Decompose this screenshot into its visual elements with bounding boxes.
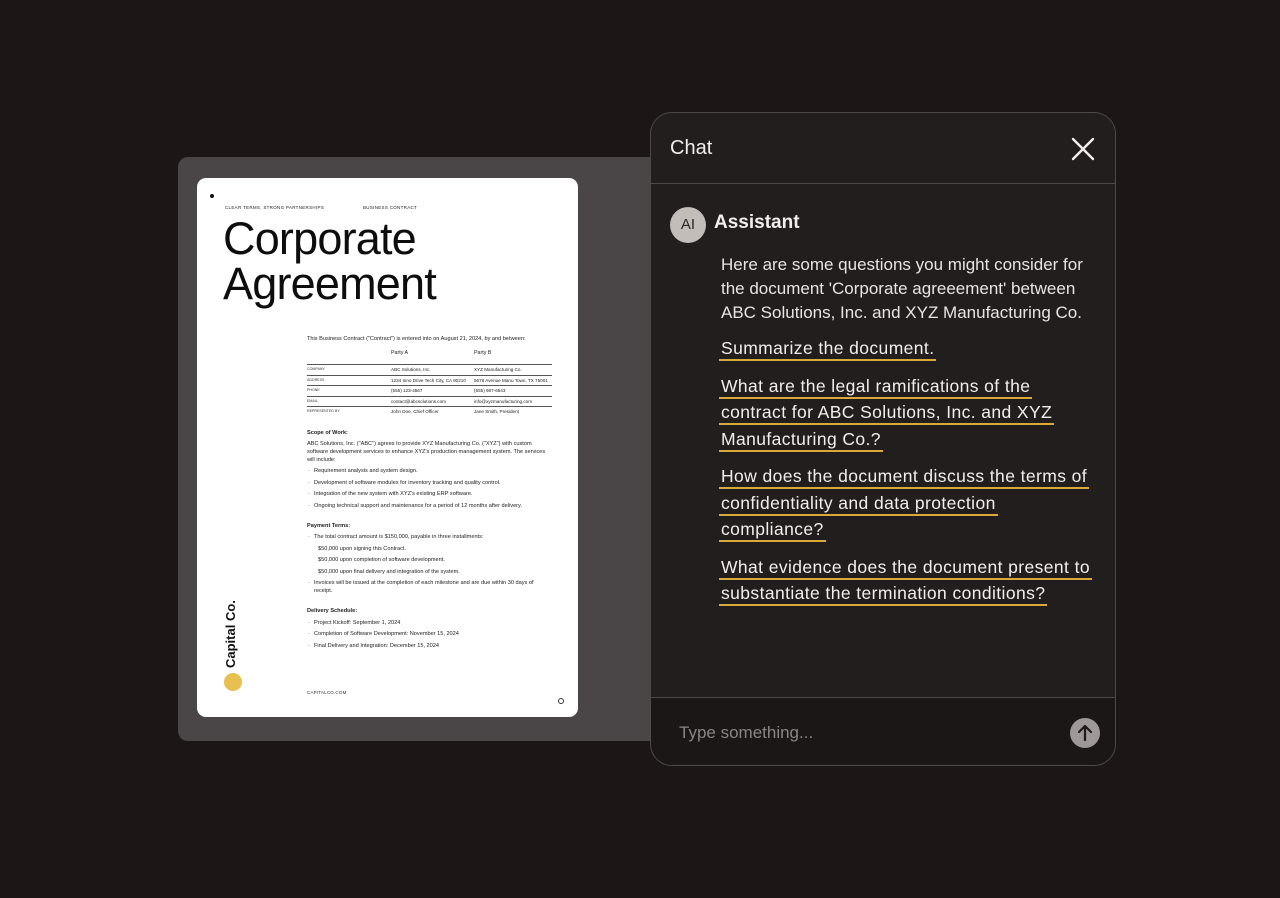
sender-name: Assistant (714, 212, 800, 233)
chat-title: Chat (670, 137, 713, 159)
document-title (223, 213, 436, 309)
payment-invoice: · Invoices will be issued at the completion of each milestone and are due within 30 days of receipt. (307, 579, 552, 595)
party-a-value: ABC Solutions, Inc. (391, 365, 474, 376)
assistant-message: Here are some questions you might consider for the document 'Corporate agreeement' between ABC Solutions, Inc. and XYZ Manufacturing Co. (721, 255, 1083, 322)
table-row (307, 365, 552, 376)
list-item: $50,000 upon signing this Contract. (318, 545, 407, 552)
suggestion-termination[interactable] (719, 554, 1099, 607)
message-area (651, 185, 1115, 697)
delivery-heading: Delivery Schedule: (307, 608, 358, 614)
suggestion-summarize[interactable] (719, 335, 1099, 362)
party-b-header: Party B (474, 350, 492, 356)
suggestion-text: What evidence does the document present to substantiate the termination conditions? (719, 557, 1092, 607)
send-button[interactable] (1070, 718, 1100, 748)
page-ring (558, 698, 564, 704)
row-key: COMPANY (307, 365, 391, 376)
row-key: ADDRESS (307, 375, 391, 386)
eyebrow-left: CLEAR TERMS, STRONG PARTNERSHIPS (225, 205, 325, 210)
list-item: · Integration of the new system with XYZ's existing ERP software. (307, 490, 552, 498)
chat-header (651, 113, 1115, 184)
party-b-value: 5678 Avenue Manu Town, TX 75001 (474, 375, 552, 386)
page-dot (210, 194, 214, 198)
party-b-value: (555) 987-6543 (474, 386, 552, 397)
suggestion-list (719, 335, 1099, 618)
suggestion-text: Summarize the document. (719, 338, 936, 361)
title-line-2: Agreement (223, 258, 436, 309)
chat-panel (650, 112, 1116, 766)
suggestion-text: How does the document discuss the terms of confidentiality and data protection compliance? (719, 466, 1089, 542)
party-b-value: Jane Smith, President (474, 407, 552, 417)
row-key: REPRESENTED BY (307, 407, 391, 417)
list-item: · Final Delivery and Integration: December 15, 2024 (307, 642, 552, 650)
table-row (307, 386, 552, 397)
party-b-value: info@xyzmanufacturing.com (474, 396, 552, 407)
arrow-up-icon (1070, 718, 1100, 748)
table-row (307, 407, 552, 417)
scope-text: ABC Solutions, Inc. ("ABC") agrees to provide XYZ Manufacturing Co. ("XYZ") with custom software development services to enhance XYZ's production management system. The services will include: (307, 440, 546, 463)
eyebrow-right: BUSINESS CONTRACT (363, 205, 418, 210)
suggestion-text: What are the legal ramifications of the contract for ABC Solutions, Inc. and XYZ Manufacturing Co.? (719, 376, 1054, 452)
intro-text: This Business Contract ("Contract") is entered into on August 21, 2024, by and between: (307, 336, 526, 342)
list-item: · Requirement analysis and system design. (307, 467, 552, 475)
input-bar (651, 697, 1115, 766)
close-icon[interactable] (1071, 137, 1095, 161)
party-a-header: Party A (391, 350, 409, 356)
list-item: $50,000 upon final delivery and integration of the system. (318, 568, 460, 575)
avatar: AI (670, 207, 706, 243)
party-b-value: XYZ Manufacturing Co. (474, 365, 552, 376)
list-item: · Project Kickoff: September 1, 2024 (307, 619, 552, 627)
list-item: · Ongoing technical support and maintenance for a period of 12 months after delivery. (307, 502, 552, 510)
payment-heading: Payment Terms: (307, 522, 351, 529)
party-a-value: (555) 123-4567 (391, 386, 474, 397)
row-key: EMAIL (307, 396, 391, 407)
list-item: · Development of software modules for inventory tracking and quality control. (307, 479, 552, 487)
message-input[interactable] (677, 718, 1061, 748)
row-key: PHONE (307, 386, 391, 397)
party-a-value: John Doe, Chief Officer (391, 407, 474, 417)
party-a-value: 1234 Inno Drive Tech City, CA 90210 (391, 375, 474, 386)
list-item: · Completion of Software Development: November 15, 2024 (307, 630, 552, 638)
brand-dot (224, 673, 242, 691)
party-a-value: contact@abcsolutions.com (391, 396, 474, 407)
document-footer: CAPITALCO.COM (307, 690, 347, 695)
table-row (307, 375, 552, 386)
table-row (307, 396, 552, 407)
payment-total: · The total contract amount is $150,000, payable in three installments: (307, 533, 552, 541)
brand-logo: Capital Co. (223, 600, 238, 668)
parties-header-blank (307, 349, 391, 365)
suggestion-confidentiality[interactable] (719, 463, 1099, 543)
title-line-1: Corporate (223, 213, 416, 264)
list-item: $50,000 upon completion of software development. (318, 557, 445, 563)
parties-table (307, 349, 552, 417)
document-body (307, 335, 552, 653)
document-page (197, 178, 578, 717)
suggestion-legal-ramifications[interactable] (719, 373, 1099, 453)
scope-heading: Scope of Work: (307, 429, 348, 436)
